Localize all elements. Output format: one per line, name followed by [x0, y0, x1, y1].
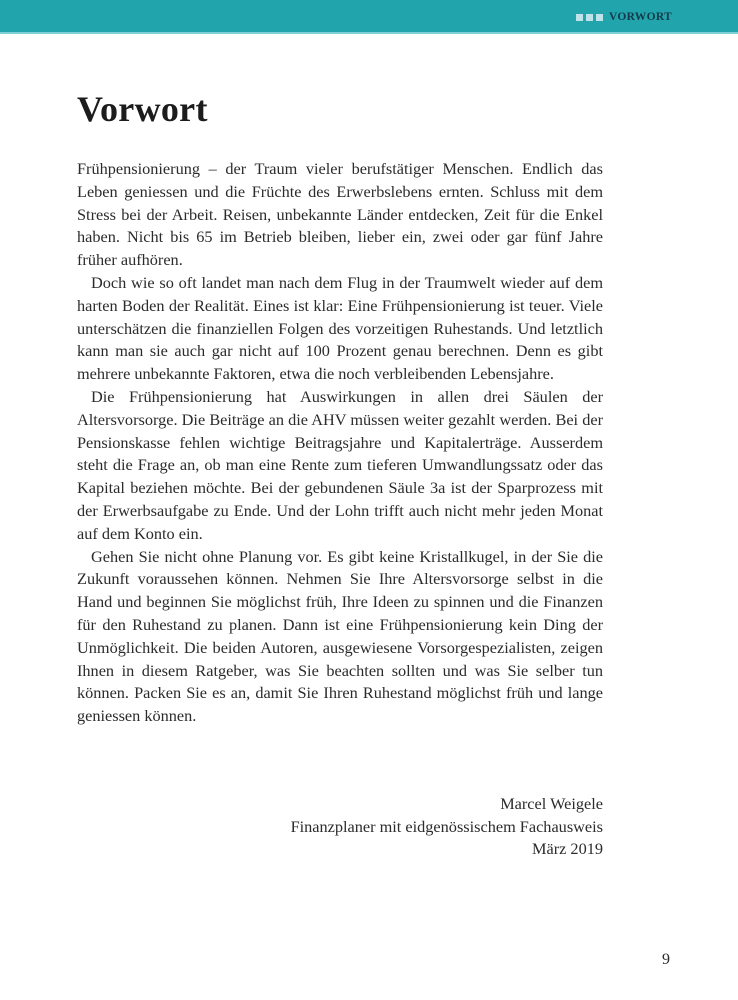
paragraph: Doch wie so oft landet man nach dem Flug in der Traumwelt wieder auf dem harten Boden der Realität. Eines ist klar: Eine Frühpensionierung ist teuer. Viele unterschätzen die finanziellen Folgen des vorzeitigen Ruhestands. Und letztlich kann man sie auch gar nicht auf 100 Prozent genau berechnen. Denn es gibt mehrere unbekannte Faktoren, etwa die noch verbleibenden Lebensjahre. — [77, 272, 603, 384]
square-icon — [596, 14, 603, 21]
square-icon — [586, 14, 593, 21]
paragraph: Die Frühpensionierung hat Auswirkungen in allen drei Säulen der Altersvorsorge. Die Beiträge an die AHV müssen weiter gezahlt werden. Bei der Pensionskasse fehlen wichtige Beitragsjahre und Kapitalerträge. Ausserdem steht die Frage an, ob man eine Rente zum tieferen Umwandlungssatz oder das Kapital beziehen möchte. Bei der gebundenen Säule 3a ist der Sparprozess mit der Erwerbsaufgabe zu Ende. Und der Lohn trifft auch nicht mehr jeden Monat auf dem Konto ein. — [77, 386, 603, 543]
author-name: Marcel Weigele — [500, 794, 603, 813]
running-head-text: VORWORT — [608, 11, 672, 23]
paragraph: Frühpensionierung – der Traum vieler berufstätiger Menschen. Endlich das Leben geniessen und die Früchte des Erwerbslebens ernten. Schluss mit dem Stress bei der Arbeit. Reisen, unbekannte Länder entdecken, Zeit für die Enkel haben. Nicht bis 65 im Betrieb bleiben, lieber ein, zwei oder gar fünf Jahre früher aufhören. — [77, 159, 603, 270]
page-number: 9 — [662, 951, 670, 968]
header-bar — [0, 0, 738, 34]
body-text — [77, 158, 603, 728]
author-title: Finanzplaner mit eidgenössischem Fachausweis — [290, 816, 603, 836]
running-head — [576, 11, 672, 23]
page-title: Vorwort — [77, 89, 208, 129]
square-icon — [576, 14, 583, 21]
three-squares-icon — [576, 14, 603, 21]
signature — [291, 793, 603, 861]
signature-date: März 2019 — [532, 839, 603, 858]
paragraph: Gehen Sie nicht ohne Planung vor. Es gibt keine Kristallkugel, in der Sie die Zukunft voraussehen können. Nehmen Sie Ihre Altersvorsorge selbst in die Hand und beginnen Sie möglichst früh, Ihre Ideen zu spinnen und die Finanzen für den Ruhestand zu planen. Dann ist eine Frühpensionierung kein Ding der Unmöglichkeit. Die beiden Autoren, ausgewiesene Vorsorgespezialisten, zeigen Ihnen in diesem Ratgeber, was Sie beachten sollten und was Sie selber tun können. Packen Sie es an, damit Sie Ihren Ruhestand möglichst früh und lange geniessen können. — [77, 546, 603, 726]
